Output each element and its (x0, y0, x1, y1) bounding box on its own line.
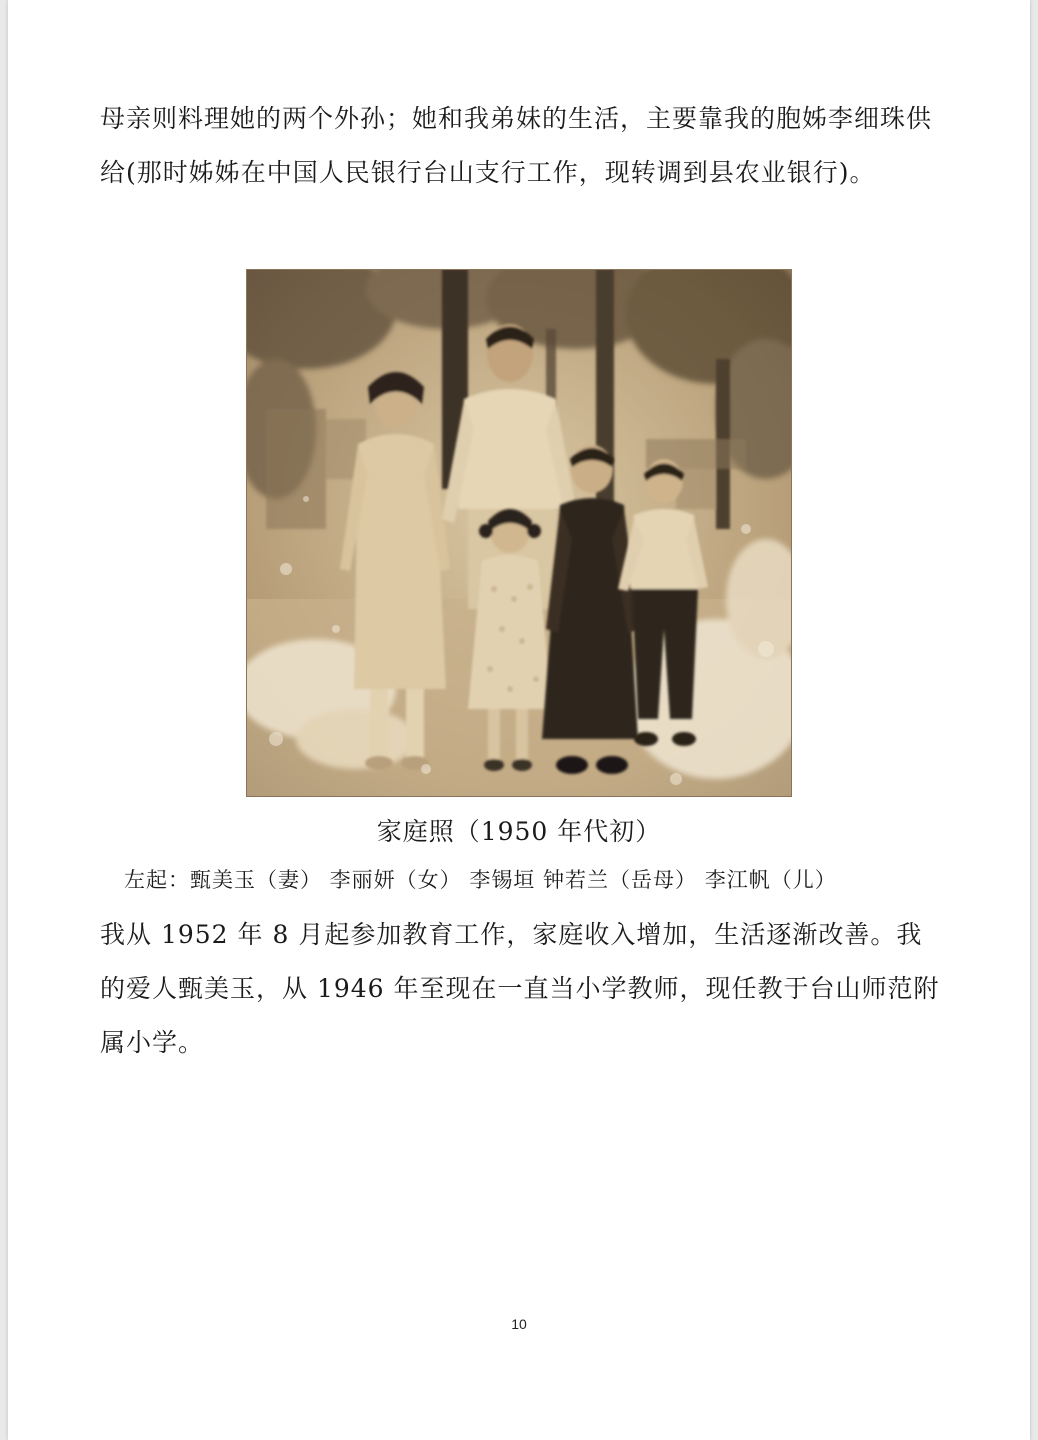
document-page (8, 0, 1030, 1440)
body-paragraph-1: 母亲则料理她的两个外孙；她和我弟妹的生活，主要靠我的胞姊李细珠供给(那时姊姊在中国人民银行台山支行工作，现转调到县农业银行)。 (100, 104, 933, 187)
photo-names-line: 左起：甄美玉（妻） 李丽妍（女） 李锡垣 钟若兰（岳母） 李江帆（儿） (124, 868, 837, 892)
family-photo-image (246, 269, 792, 797)
page-number: 10 (511, 1316, 527, 1332)
photo-caption: 家庭照（1950 年代初） (376, 817, 662, 846)
body-paragraph-2: 我从 1952 年 8 月起参加教育工作，家庭收入增加，生活逐渐改善。我的爱人甄美玉，从 1946 年至现在一直当小学教师，现任教于台山师范附属小学。 (100, 920, 940, 1057)
family-photo (246, 269, 792, 797)
